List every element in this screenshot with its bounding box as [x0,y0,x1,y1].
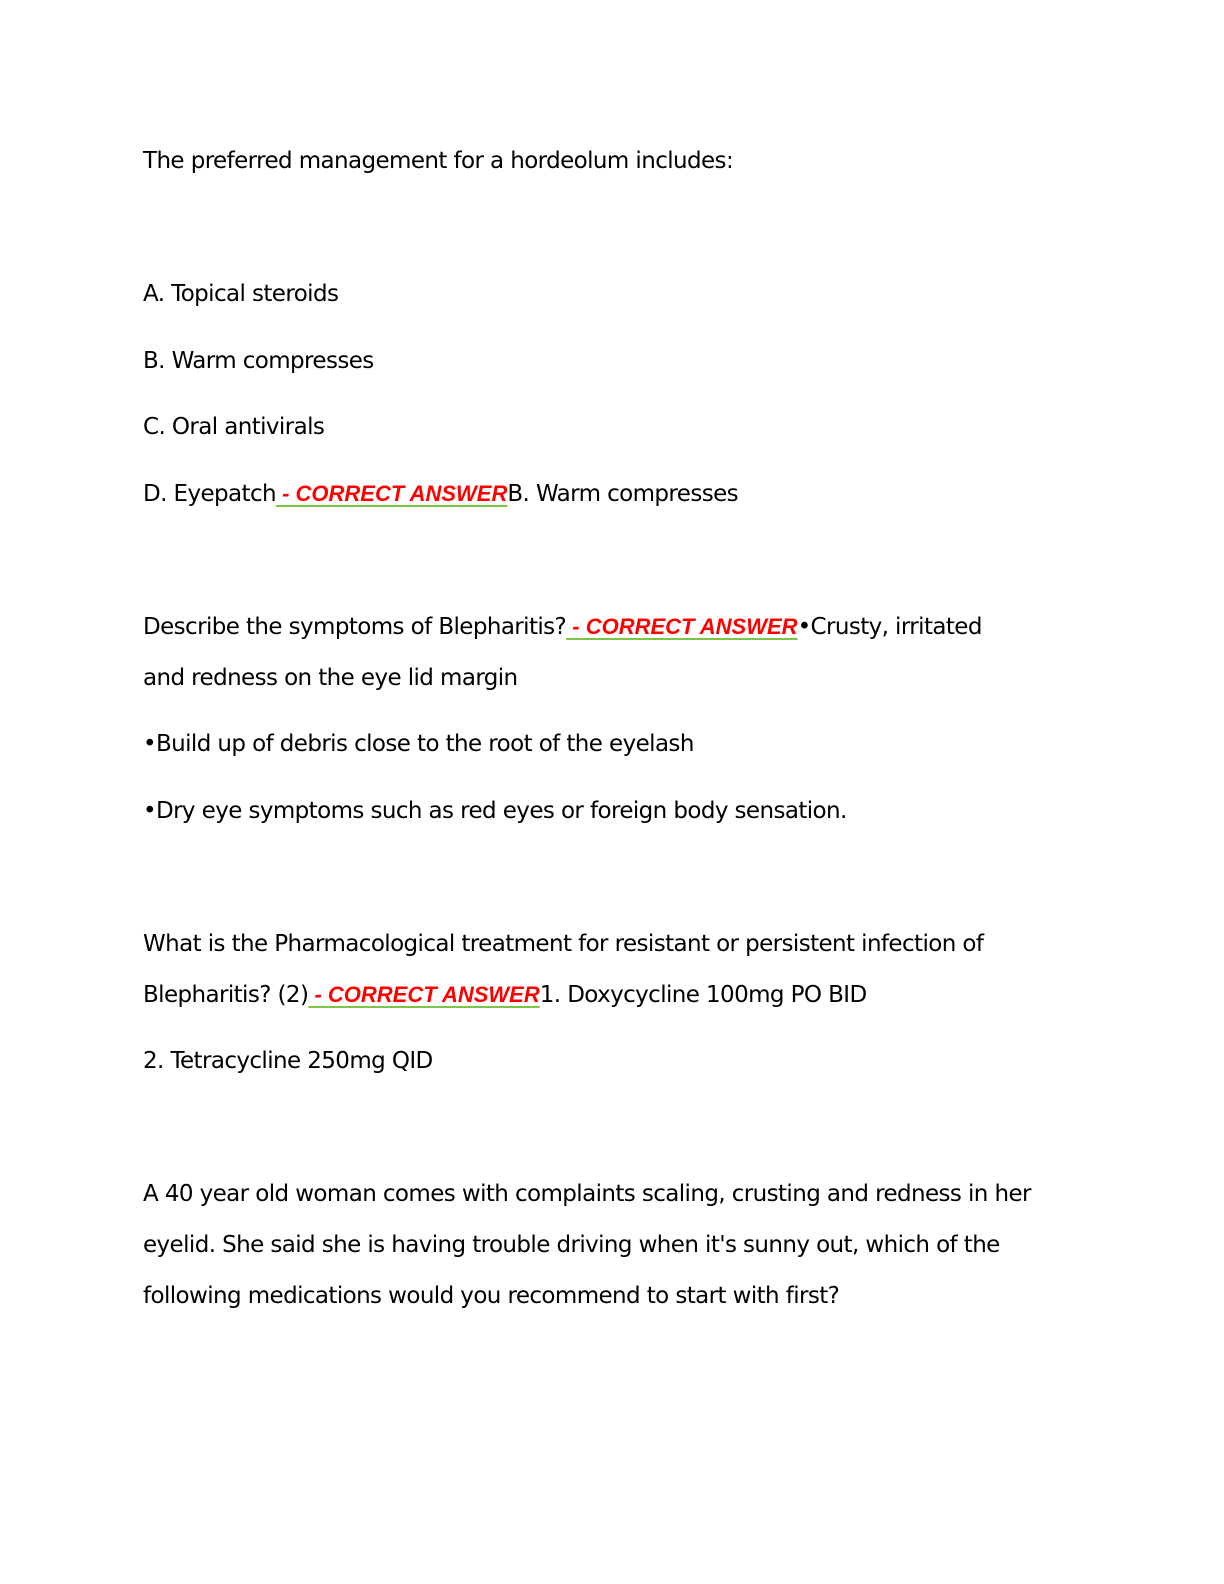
question-2-answer-line-3: •Build up of debris close to the root of the eyelash [143,731,694,757]
question-2-text: Describe the symptoms of Blepharitis? [143,614,567,640]
question-2-row [143,612,982,642]
question-3-text-line-2: Blepharitis? (2) [143,982,309,1008]
question-1-option-d: D. Eyepatch [143,481,276,507]
question-3-answer-line-2: 2. Tetracycline 250mg QID [143,1048,433,1074]
question-3-text-line-1: What is the Pharmacological treatment for resistant or persistent infection of [143,931,984,957]
correct-answer-marker: - CORRECT ANSWER [275,481,508,506]
question-1-option-d-row [143,479,738,509]
correct-answer-marker: - CORRECT ANSWER [308,982,540,1007]
question-1-option-b: B. Warm compresses [143,348,374,374]
question-3-answer-line-1: 1. Doxycycline 100mg PO BID [539,982,867,1008]
question-4-text-line-3: following medications would you recommend to start with first? [143,1283,840,1309]
question-1-option-c: C. Oral antivirals [143,414,325,440]
correct-answer-marker: - CORRECT ANSWER [566,614,798,639]
question-1-answer: B. Warm compresses [507,481,739,507]
question-4-text-line-2: eyelid. She said she is having trouble driving when it's sunny out, which of the [143,1232,1000,1258]
question-2-answer-line-4: •Dry eye symptoms such as red eyes or foreign body sensation. [143,798,847,824]
question-1-text: The preferred management for a hordeolum includes: [143,148,734,174]
question-2-answer-line-1: •Crusty, irritated [797,614,982,640]
question-4-text-line-1: A 40 year old woman comes with complaints scaling, crusting and redness in her [143,1181,1031,1207]
question-1-option-a: A. Topical steroids [143,281,339,307]
question-3-row [143,980,867,1010]
question-2-answer-line-2: and redness on the eye lid margin [143,665,518,691]
